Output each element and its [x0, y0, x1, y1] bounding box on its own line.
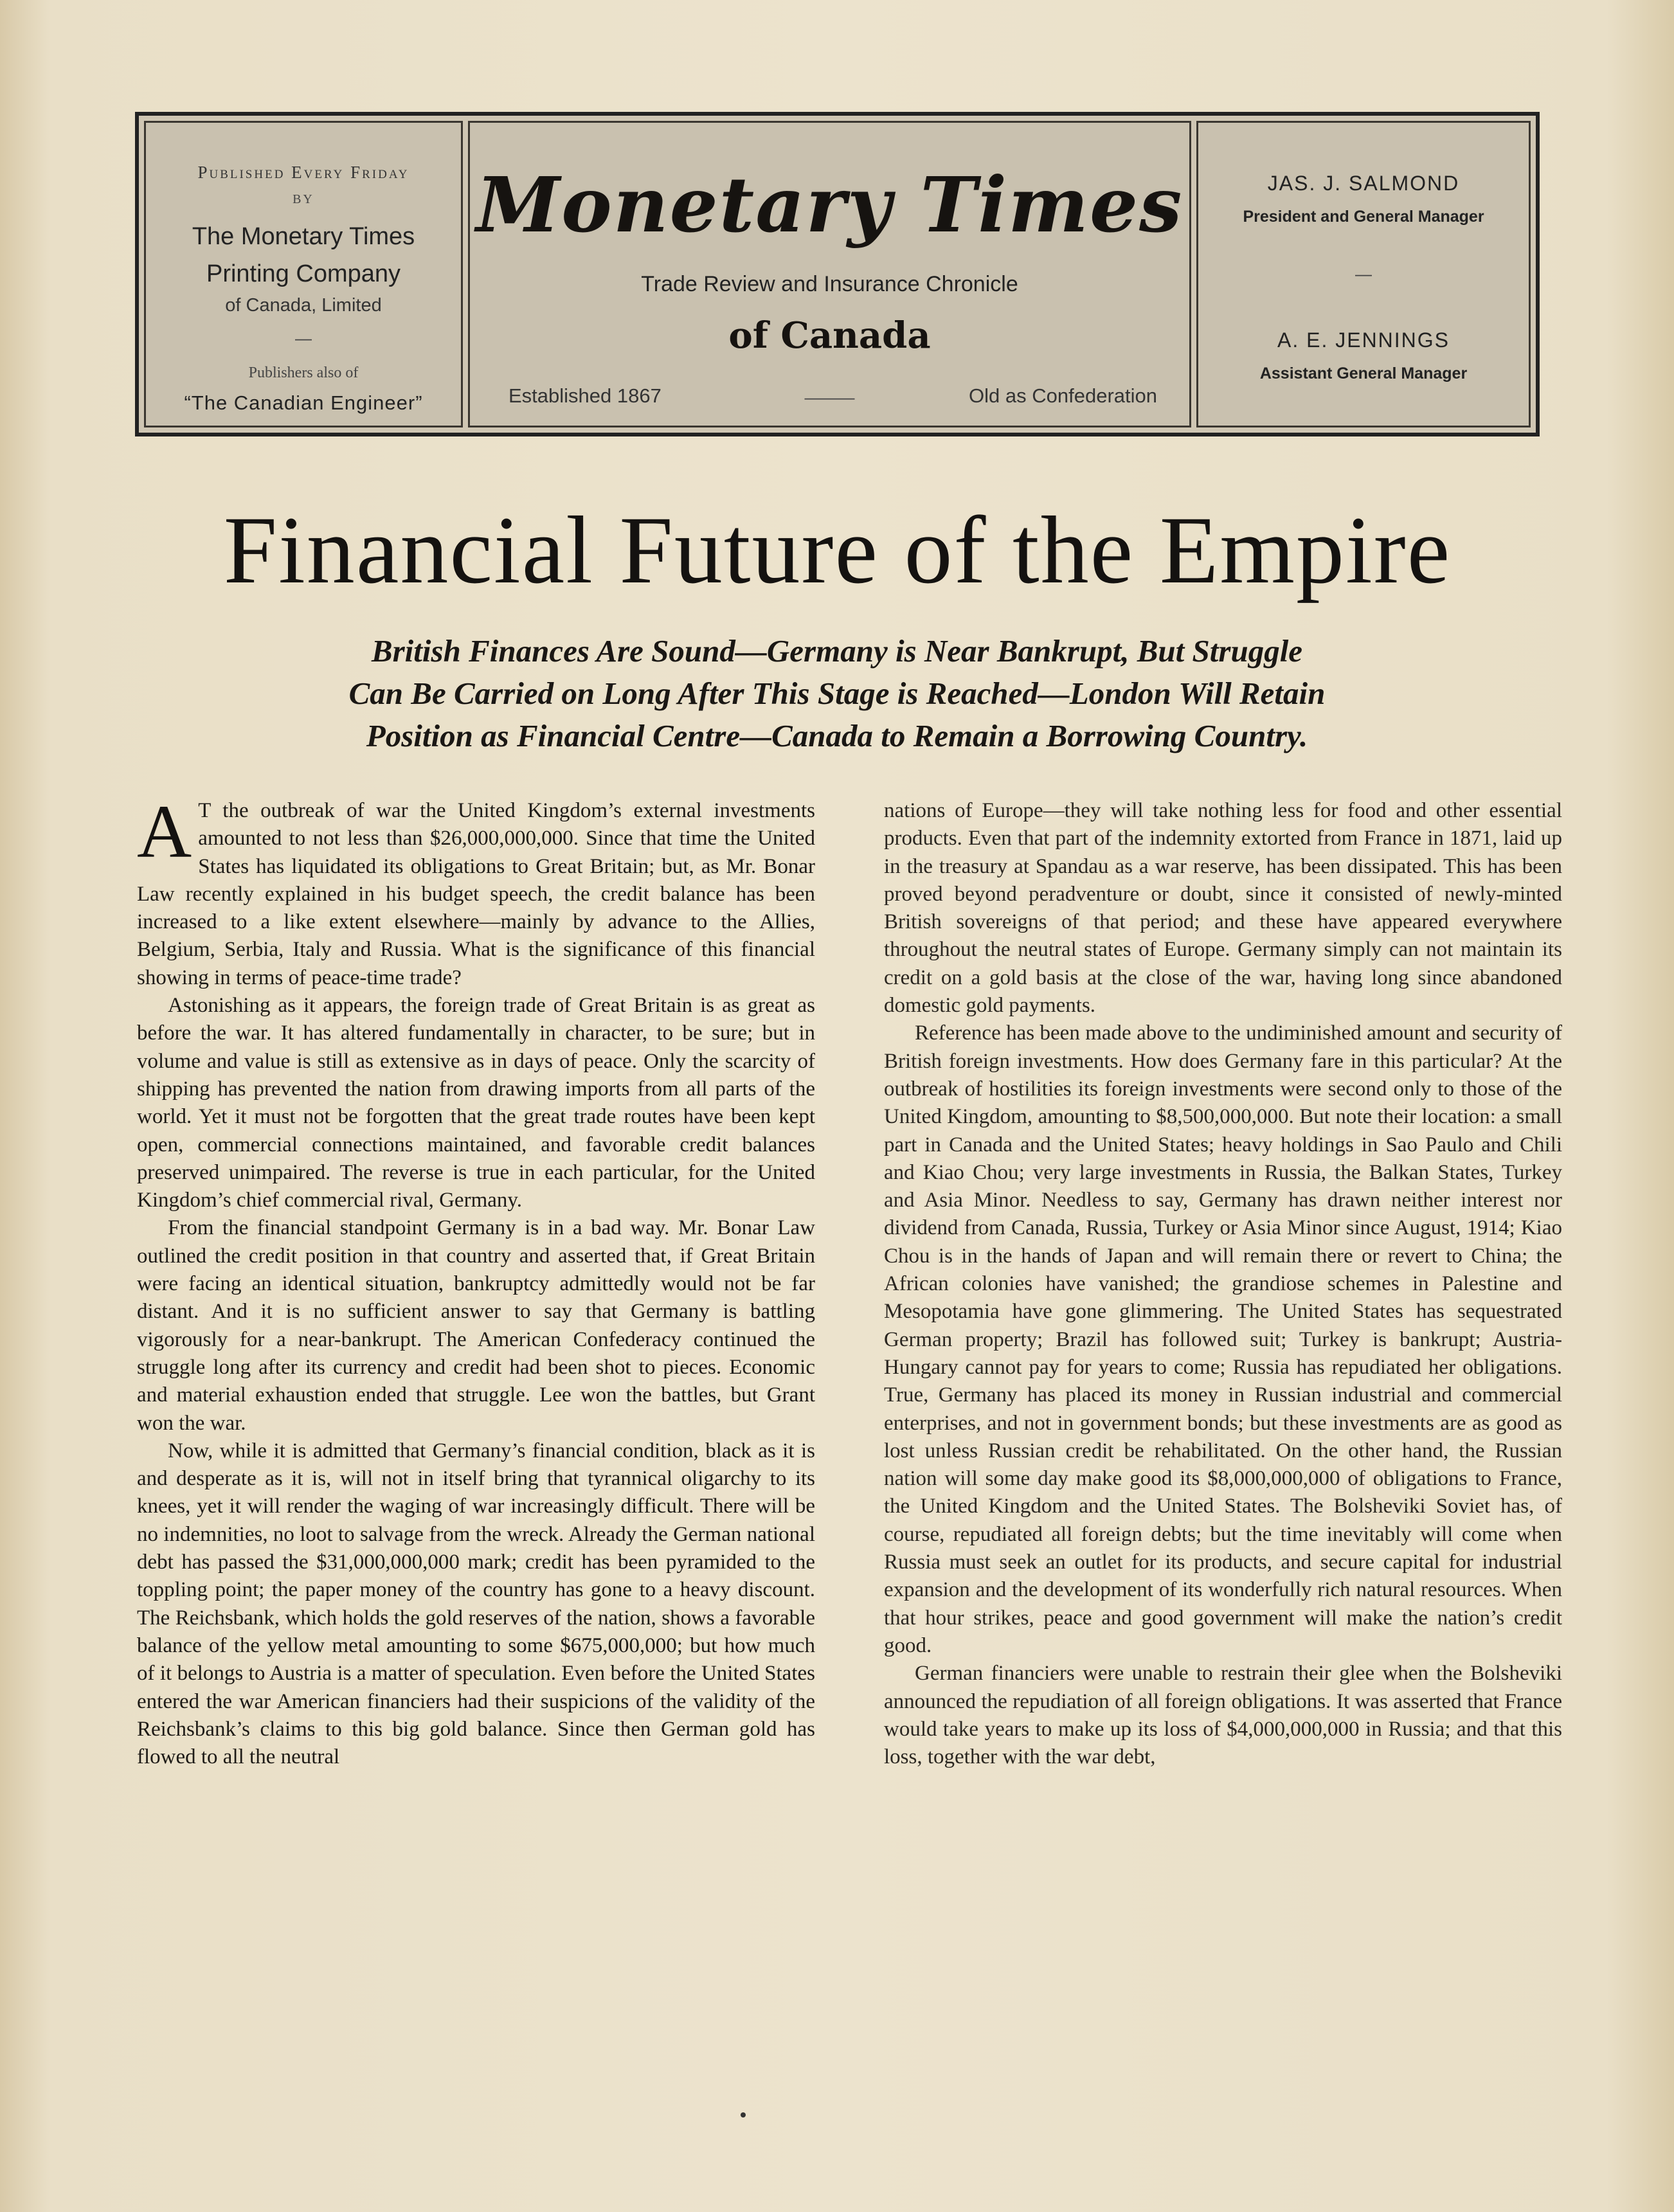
deck-line-1: British Finances Are Sound—Germany is Near Bankrupt, But Struggle — [371, 633, 1303, 669]
paragraph: nations of Europe—they will take nothing less for food and other essential products. Even that part of the indemnity extorted from France in 1871, laid up in the treasury at Spandau as a war reserve, has been dissipated. This has been proved beyond peradventure or doubt, since it consisted of newly-minted British sovereigns of that period; and these have appeared everywhere throughout the neutral states of Europe. Germany simply can not maintain its credit on a gold basis at the close of the war, having long since abandoned domestic gold payments. — [884, 799, 1562, 1018]
publisher-company — [159, 218, 448, 292]
article-deck — [270, 630, 1404, 757]
paragraph: Astonishing as it appears, the foreign trade of Great Britain is as great as before the war. It has altered fundamentally in character, to be sure; but in volume and value is still as extensive as in days of peace. Only the scarcity of shipping has prevented the nation from drawing imports from all parts of the world. Yet it must not be forgotten that the great trade routes have been kept open, commercial connections maintained, and favorable credit balances preserved unimpaired. The reverse is true in each particular, for the United Kingdom’s chief commercial rival, Germany. — [137, 994, 815, 1212]
masthead — [135, 112, 1540, 436]
paragraph: German financiers were unable to restrain their glee when the Bolsheviki announced the repudiation of all foreign obligations. It was asserted that France would take years to make up its loss of $4,000,000,000 in Russia; and that this loss, together with the war debt, — [884, 1662, 1562, 1769]
publishers-also-label: Publishers also of — [248, 364, 359, 381]
president-name: JAS. J. SALMOND — [1267, 172, 1460, 195]
center-divider-dash: ——— — [804, 388, 855, 407]
left-divider-dash: — — [295, 328, 312, 348]
right-divider-dash: — — [1355, 264, 1372, 283]
nameplate-subtitle: Trade Review and Insurance Chronicle — [641, 272, 1018, 296]
assistant-manager-title: Assistant General Manager — [1259, 364, 1468, 382]
established-date: Established 1867 — [509, 384, 662, 407]
company-line-1: The Monetary Times — [192, 223, 415, 250]
print-speck — [741, 2112, 746, 2118]
management-box — [1196, 121, 1531, 427]
paragraph: From the financial standpoint Germany is in a bad way. Mr. Bonar Law outlined the credit position in that country and asserted that, if Great Britain were facing an identical situation, bankruptcy admittedly would not be far distant. And it is no sufficient answer to say that Germany is battling vigorously for a near-bankrupt. The American Confederacy continued the struggle long after its currency and credit had been shot to pieces. Economic and material exhaustion ended that struggle. Lee won the battles, but Grant won the war. — [137, 1216, 815, 1435]
newspaper-nameplate: Monetary Times — [476, 160, 1184, 249]
published-every-friday: Published Every Friday — [197, 163, 410, 182]
president-title: President and General Manager — [1243, 208, 1484, 226]
drop-cap: A — [137, 789, 192, 874]
paragraph: Now, while it is admitted that Germany’s financial condition, black as it is and desperate as it is, will not in itself bring that tyrannical oligarchy to its knees, yet it will render the waging of war increasingly difficult. There will be no indemnities, no loot to salvage from the wreck. Already the German national debt has passed the $31,000,000,000 mark; credit has been pyramided to the toppling point; the paper money of the country has gone to a heavy discount. The Reichsbank, which holds the gold reserves of the nation, shows a favorable balance of the yellow metal amounting to some $675,000,000; but how much of it belongs to Austria is a matter of speculation. Even before the United States entered the war American financiers had their suspicions of the validity of the Reichsbank’s claims to this big gold balance. Since then German gold has flowed to all the neutral — [137, 1439, 815, 1769]
nameplate-box — [468, 121, 1191, 427]
deck-line-2: Can Be Carried on Long After This Stage is Reached—London Will Retain — [348, 676, 1326, 711]
paragraph-text: T the outbreak of war the United Kingdom’s external investments amounted to not less than $26,000,000,000. Since that time the United States has liquidated its obligations to Great Britain; but, as Mr. Bonar Law recently explained in his budget speech, the credit balance has been increased to a like extent elsewhere—mainly by advance to the Allies, Belgium, Serbia, Italy and Russia. What is the significance of this financial showing in terms of peace-time trade? — [137, 799, 815, 989]
publisher-info-box — [144, 121, 463, 427]
article-headline: Financial Future of the Empire — [223, 497, 1452, 604]
assistant-manager-name: A. E. JENNINGS — [1277, 328, 1450, 352]
article-column-right — [884, 797, 1562, 1771]
company-line-2: Printing Company — [206, 260, 401, 287]
paragraph: Reference has been made above to the undiminished amount and security of British foreign investments. How does Germany fare in this particular? At the outbreak of hostilities its foreign investments were second only to those of the United Kingdom, amounting to $8,500,000,000. But note their location: a small part in Canada and the United States; heavy holdings in Sao Paulo and Chili and Kiao Chou; very large investments in Russia, the Balkan States, Turkey and Asia Minor. Needless to say, Germany has drawn neither interest nor dividend from Canada, Russia, Turkey or Asia Minor since August, 1914; Kiao Chou is in the hands of Japan and will remain there or revert to China; the African colonies have vanished; the grandiose schemes in Palestine and Mesopotamia have gone glimmering. The United States has sequestrated German property; Brazil has followed suit; Turkey is bankrupt; Austria-Hungary cannot pay for years to come; Russia has repudiated her obligations. True, Germany has placed its money in Russian industrial and commercial enterprises, and not in government bonds; but these investments are as good as lost unless Russian credit be rehabilitated. On the other hand, the Russian nation will some day make good its $8,000,000,000 of obligations to France, the United Kingdom and the United States. The Bolsheviki Soviet has, of course, repudiated all foreign debts; but the time inevitably will come when Russia must seek an outlet for its products, and secure capital for industrial expansion and the development of its wonderfully rich natural resources. When that hour strikes, peace and good government will make the nation’s credit good. — [884, 1021, 1562, 1657]
old-as-confederation: Old as Confederation — [969, 384, 1157, 407]
by-label: BY — [292, 192, 314, 206]
canadian-engineer-title: “The Canadian Engineer” — [184, 391, 423, 414]
nameplate-of-canada: of Canada — [728, 314, 931, 357]
article-column-left — [137, 789, 815, 1771]
paragraph — [137, 789, 815, 992]
company-line-3: of Canada, Limited — [225, 295, 382, 316]
deck-line-3: Position as Financial Centre—Canada to Remain a Borrowing Country. — [366, 718, 1308, 753]
